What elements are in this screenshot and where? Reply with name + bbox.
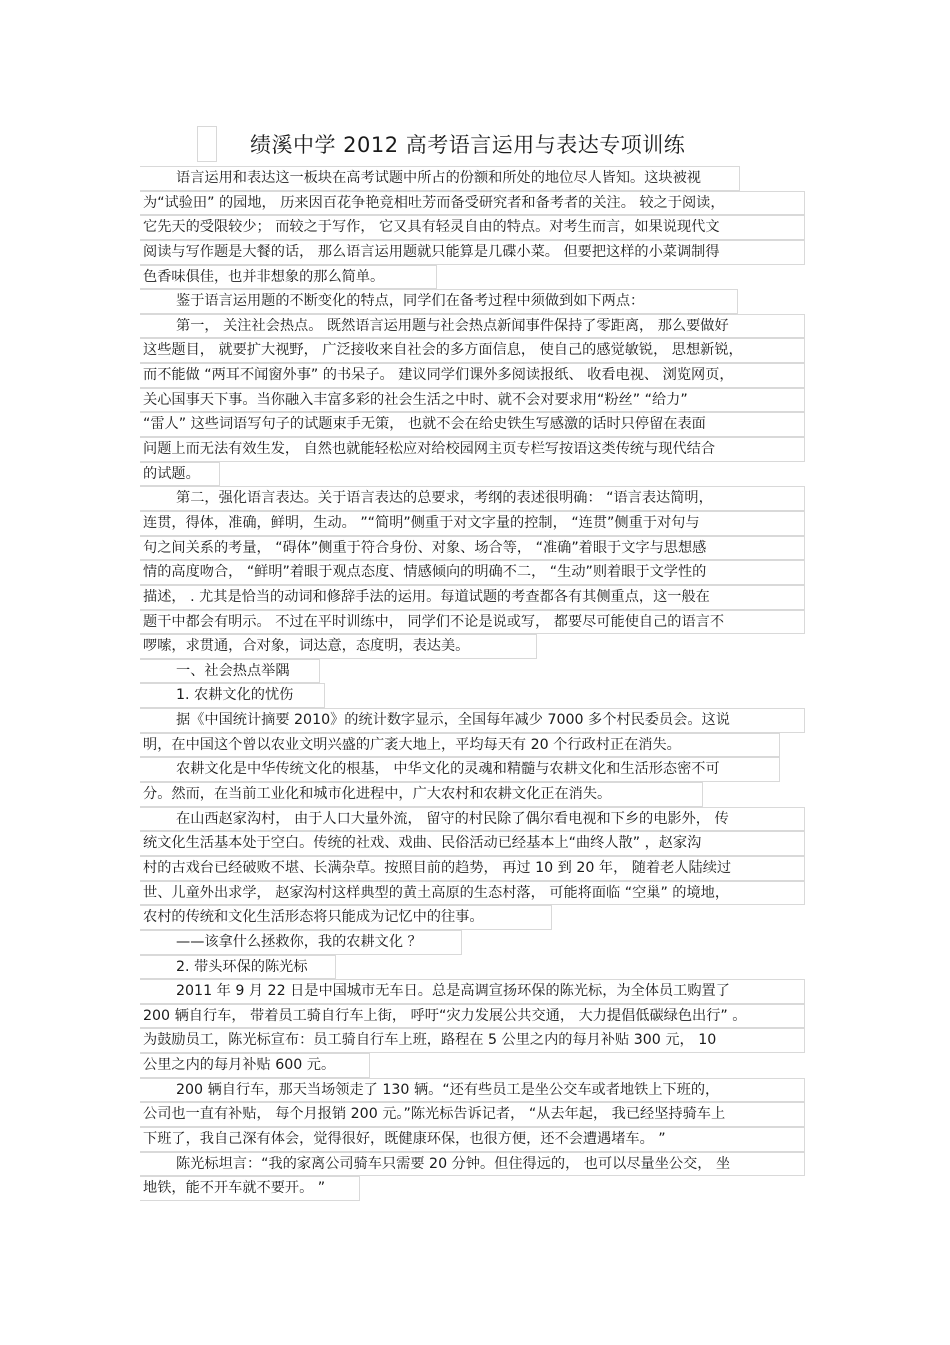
text-line: 分。然而，在当前工业化和城市化进程中，广大农村和农耕文化正在消失。 <box>140 782 703 807</box>
text-line: 啰嗦，求贯通，合对象，词达意，态度明，表达美。 <box>140 634 537 659</box>
text-line: 为鼓励员工，陈光标宣布：员工骑自行车上班，路程在 5 公里之内的每月补贴 300 元， 10 <box>140 1028 805 1053</box>
text-line: 2. 带头环保的陈光标 <box>140 955 336 980</box>
text-line: “雷人” 这些词语写句子的试题束手无策， 也就不会在给史铁生写感激的话时只停留在表面 <box>140 412 805 437</box>
text-line: 农耕文化是中华传统文化的根基， 中华文化的灵魂和精髓与农耕文化和生活形态密不可 <box>140 757 780 782</box>
text-line: 2011 年 9 月 22 日是中国城市无车日。总是高调宣扬环保的陈光标，为全体员工购置了 <box>140 979 805 1004</box>
text-line: 色香味俱佳，也并非想象的那么简单。 <box>140 265 437 290</box>
text-line: ——该拿什么拯救你，我的农耕文化 ？ <box>140 930 462 955</box>
text-line: 公里之内的每月补贴 600 元。 <box>140 1053 370 1078</box>
text-line: 句之间关系的考量， “碍体”侧重于符合身份、对象、场合等， “准确”着眼于文字与思想感 <box>140 536 805 561</box>
text-line: 地铁，能不开车就不要开。 ” <box>140 1176 360 1201</box>
text-line: 统文化生活基本处于空白。传统的社戏、戏曲、民俗活动已经基本上“曲终人散” ，赵家沟 <box>140 831 805 856</box>
text-line: 鉴于语言运用题的不断变化的特点，同学们在备考过程中须做到如下两点： <box>140 289 738 314</box>
text-line: 一、社会热点举隅 <box>140 659 320 684</box>
text-line: 在山西赵家沟村， 由于人口大量外流， 留守的村民除了偶尔看电视和下乡的电影外， 传 <box>140 807 805 832</box>
text-line: 而不能做 “两耳不闻窗外事” 的书呆子。 建议同学们课外多阅读报纸、 收看电视、 浏览网页， <box>140 363 805 388</box>
document-title: 绩溪中学 2012 高考语言运用与表达专项训练 <box>250 133 686 157</box>
text-line: 题干中都会有明示。 不过在平时训练中， 同学们不论是说或写， 都要尽可能使自己的语言不 <box>140 610 805 635</box>
text-line: 1. 农耕文化的忧伤 <box>140 683 325 708</box>
title-marker-box <box>197 126 217 162</box>
text-line: 200 辆自行车， 带着员工骑自行车上街， 呼吁“灾力发展公共交通， 大力提倡低碳绿色出行” 。 <box>140 1004 805 1029</box>
text-line: 为“试验田” 的园地， 历来因百花争艳竞相吐芳而备受研究者和备考者的关注。 较之于阅读， <box>140 191 805 216</box>
text-line: 第一， 关注社会热点。 既然语言运用题与社会热点新闻事件保持了零距离， 那么要做好 <box>140 314 805 339</box>
text-line: 描述， . 尤其是恰当的动词和修辞手法的运用。每道试题的考查都各有其侧重点，这一般在 <box>140 585 805 610</box>
text-line: 阅读与写作题是大餐的话， 那么语言运用题就只能算是几碟小菜。 但要把这样的小菜调制得 <box>140 240 805 265</box>
text-line: 第二，强化语言表达。关于语言表达的总要求，考纲的表述很明确： “语言表达简明， <box>140 486 805 511</box>
text-line: 情的高度吻合， “鲜明”着眼于观点态度、情感倾向的明确不二， “生动”则着眼于文学性的 <box>140 560 805 585</box>
text-line: 世、儿童外出求学， 赵家沟村这样典型的黄土高原的生态村落， 可能将面临 “空巢” 的境地， <box>140 881 805 906</box>
text-line: 关心国事天下事。当你融入丰富多彩的社会生活之中时、就不会对要求用“粉丝” “给力” <box>140 388 805 413</box>
text-line: 明，在中国这个曾以农业文明兴盛的广袤大地上，平均每天有 20 个行政村正在消失。 <box>140 733 780 758</box>
text-line: 下班了，我自己深有体会，觉得很好，既健康环保，也很方便，还不会遭遇堵车。 ” <box>140 1127 805 1152</box>
text-line: 它先天的受限较少； 而较之于写作， 它又具有轻灵自由的特点。对考生而言，如果说现代文 <box>140 215 805 240</box>
text-line: 村的古戏台已经破败不堪、长满杂草。按照目前的趋势， 再过 10 到 20 年， 随着老人陆续过 <box>140 856 805 881</box>
text-line: 农村的传统和文化生活形态将只能成为记忆中的往事。 <box>140 905 552 930</box>
text-line: 据《中国统计摘要 2010》的统计数字显示，全国每年减少 7000 多个村民委员会。这说 <box>140 708 805 733</box>
text-line: 的试题。 <box>140 462 220 487</box>
document-body <box>140 166 810 1201</box>
text-line: 问题上而无法有效生发， 自然也就能轻松应对给校园网主页专栏写按语这类传统与现代结合 <box>140 437 805 462</box>
text-line: 连贯，得体，准确，鲜明，生动。 ”“简明”侧重于对文字量的控制， “连贯”侧重于对句与 <box>140 511 805 536</box>
text-line: 陈光标坦言：“我的家离公司骑车只需要 20 分钟。但住得远的， 也可以尽量坐公交， 坐 <box>140 1152 805 1177</box>
text-line: 200 辆自行车，那天当场领走了 130 辆。“还有些员工是坐公交车或者地铁上下班的， <box>140 1078 805 1103</box>
text-line: 公司也一直有补贴， 每个月报销 200 元。”陈光标告诉记者， “从去年起， 我已经坚持骑车上 <box>140 1102 805 1127</box>
text-line: 这些题目， 就要扩大视野， 广泛接收来自社会的多方面信息， 使自己的感觉敏锐， 思想新锐， <box>140 338 805 363</box>
text-line: 语言运用和表达这一板块在高考试题中所占的份额和所处的地位尽人皆知。这块被视 <box>140 166 740 191</box>
